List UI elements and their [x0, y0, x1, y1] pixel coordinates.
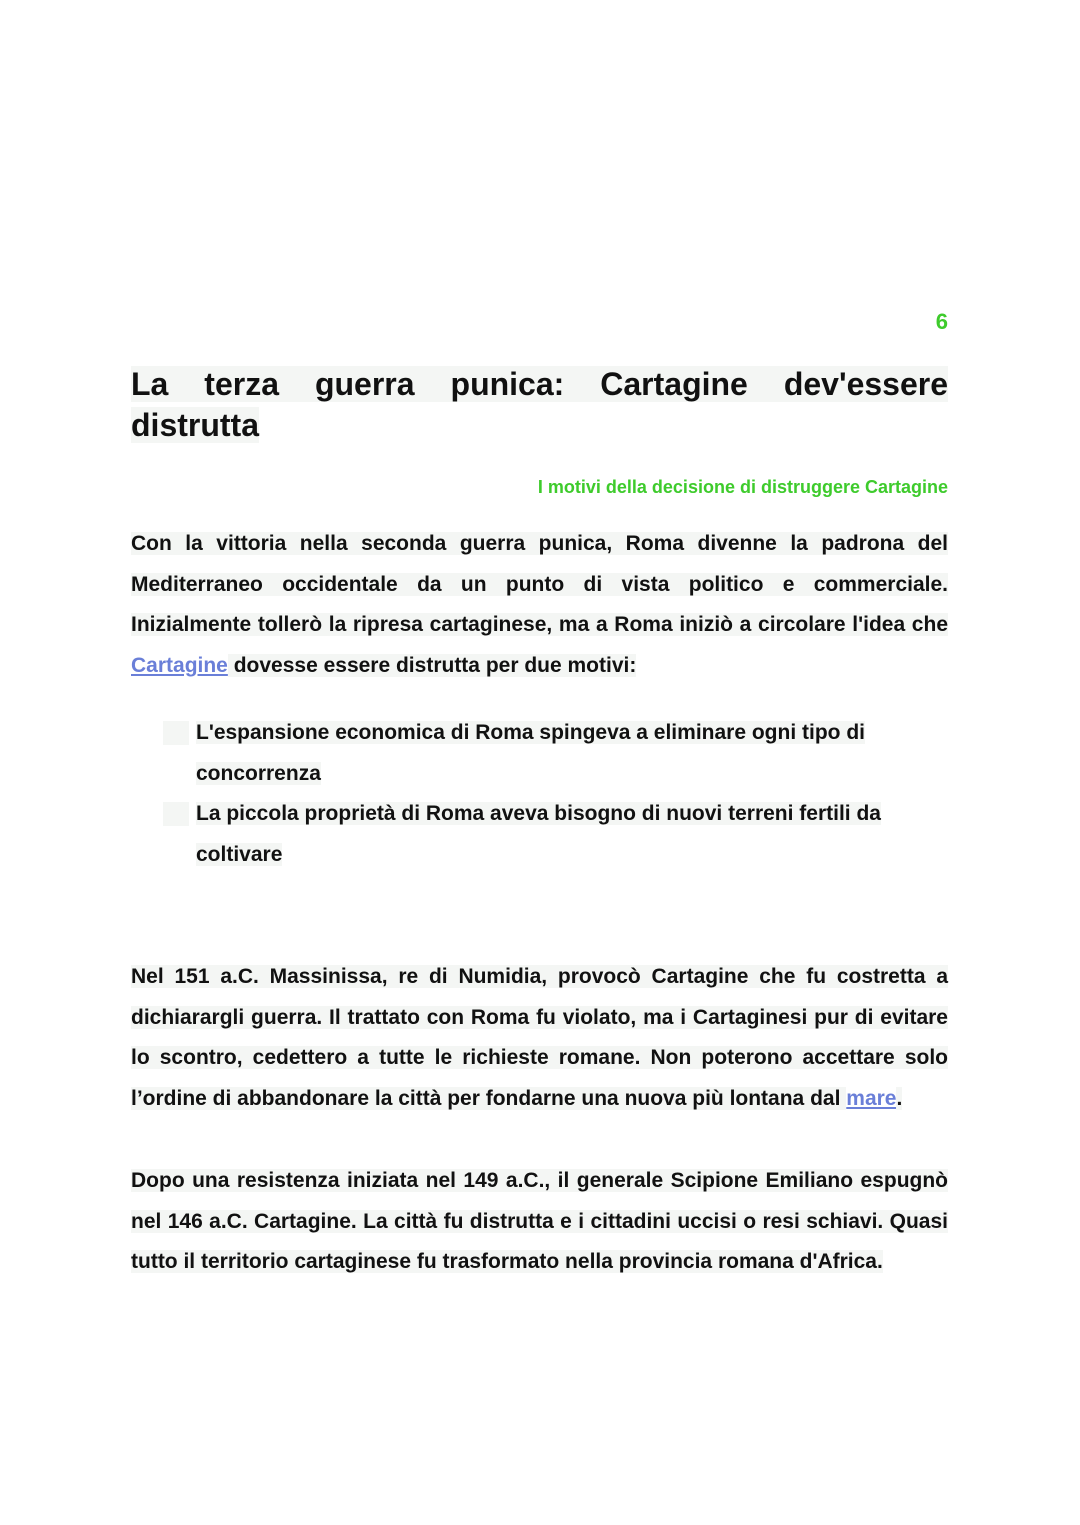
- mare-link[interactable]: mare: [846, 1086, 897, 1110]
- conclusion-paragraph: [131, 1161, 948, 1283]
- list-item-text: La piccola proprietà di Roma aveva bisogno di nuovi terreni fertili da coltivare: [196, 802, 881, 866]
- page-title-text: La terza guerra punica: Cartagine dev'essere distrutta: [131, 366, 948, 443]
- page-title: [131, 364, 948, 446]
- intro-text-end: dovesse essere distrutta per due motivi:: [227, 653, 637, 677]
- cartagine-link[interactable]: Cartagine: [131, 653, 228, 677]
- intro-text-start: Con la vittoria nella seconda guerra punica, Roma divenne la padrona del Mediterraneo occidentale da un punto di vista politico e commerciale. Inizialmente tollerò la ripresa cartaginese, ma a Roma iniziò a circolare l'idea che: [131, 532, 948, 637]
- bullet-marker: [163, 721, 189, 745]
- massinissa-paragraph: [131, 957, 948, 1119]
- bullet-marker: [163, 802, 189, 826]
- list-item: [163, 794, 923, 875]
- page-number: 6: [935, 309, 948, 334]
- list-item-text: L'espansione economica di Roma spingeva a eliminare ogni tipo di concorrenza: [196, 721, 865, 785]
- intro-paragraph: [131, 524, 948, 686]
- massinissa-text-start: Nel 151 a.C. Massinissa, re di Numidia, provocò Cartagine che fu costretta a dichiarargli guerra. Il trattato con Roma fu violato, ma i Cartaginesi pur di evitare lo scontro, cedettero a tutte le richieste romane. Non poterono accettare solo l’ordine di abbandonare la città per fondarne una nuova più lontana dal: [131, 965, 948, 1110]
- reasons-list: [163, 713, 923, 875]
- massinissa-text-end: .: [896, 1086, 903, 1110]
- conclusion-text: Dopo una resistenza iniziata nel 149 a.C., il generale Scipione Emiliano espugnò nel 146 a.C. Cartagine. La città fu distrutta e i cittadini uccisi o resi schiavi. Quasi tutto il territorio cartaginese fu trasformato nella provincia romana d'Africa.: [131, 1169, 948, 1274]
- section-subtitle: I motivi della decisione di distruggere Cartagine: [537, 477, 948, 497]
- list-item: [163, 713, 923, 794]
